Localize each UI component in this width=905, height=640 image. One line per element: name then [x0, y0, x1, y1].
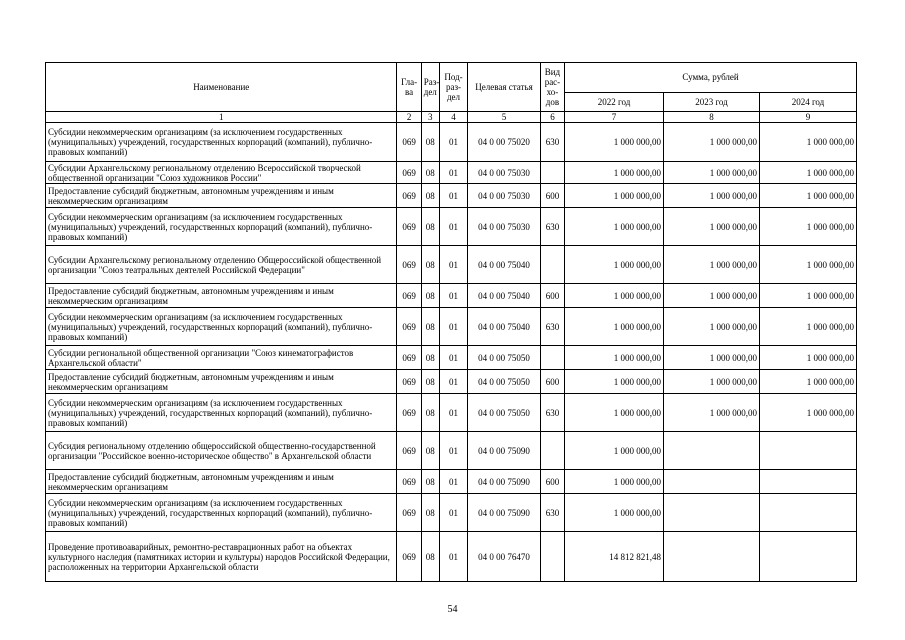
row-sum-2023	[664, 494, 760, 532]
row-podrazdel: 01	[439, 532, 467, 582]
row-name: Субсидии региональной общественной организации "Союз кинематографистов Архангельской области"	[46, 346, 397, 370]
column-number: 8	[664, 112, 760, 123]
row-razdel: 08	[421, 184, 439, 208]
table-row	[46, 184, 857, 208]
column-number: 6	[540, 112, 564, 123]
row-celevaya: 04 0 00 75030	[468, 162, 541, 184]
row-sum-2024: 1 000 000,00	[759, 308, 856, 346]
row-sum-2024	[759, 470, 856, 494]
table-row	[46, 394, 857, 432]
row-sum-2024	[759, 494, 856, 532]
row-sum-2024: 1 000 000,00	[759, 184, 856, 208]
row-vid	[540, 246, 564, 284]
row-name: Субсидии некоммерческим организациям (за исключением государственных (муниципальных) учреждений, государственных корпораций (компаний), публично-правовых компаний)	[46, 308, 397, 346]
row-glava: 069	[397, 346, 421, 370]
row-sum-2023: 1 000 000,00	[664, 394, 760, 432]
column-number: 5	[468, 112, 541, 123]
row-razdel: 08	[421, 346, 439, 370]
row-podrazdel: 01	[439, 370, 467, 394]
row-sum-2022: 1 000 000,00	[565, 308, 664, 346]
row-sum-2023: 1 000 000,00	[664, 208, 760, 246]
header-name: Наименование	[46, 63, 397, 112]
row-name: Субсидии некоммерческим организациям (за исключением государственных (муниципальных) учреждений, государственных корпораций (компаний), публично-правовых компаний)	[46, 394, 397, 432]
row-podrazdel: 01	[439, 470, 467, 494]
row-celevaya: 04 0 00 75050	[468, 346, 541, 370]
row-sum-2022: 1 000 000,00	[565, 346, 664, 370]
row-podrazdel: 01	[439, 184, 467, 208]
header-razdel: Раз-дел	[421, 63, 439, 112]
row-sum-2024: 1 000 000,00	[759, 370, 856, 394]
row-glava: 069	[397, 162, 421, 184]
row-sum-2024: 1 000 000,00	[759, 162, 856, 184]
table-row	[46, 284, 857, 308]
row-celevaya: 04 0 00 75040	[468, 308, 541, 346]
header-celevaya-statya: Целевая статья	[468, 63, 541, 112]
row-name: Субсидии Архангельскому региональному отделению Всероссийской творческой общественной организации "Союз художников России"	[46, 162, 397, 184]
row-sum-2022: 1 000 000,00	[565, 432, 664, 470]
header-year-2024: 2024 год	[759, 92, 856, 111]
row-razdel: 08	[421, 532, 439, 582]
page-number: 54	[447, 604, 458, 615]
row-name: Проведение противоаварийных, ремонтно-реставрационных работ на объектах культурного наследия (памятниках истории и культуры) народов Российской Федерации, расположенных на территории Архангельской области	[46, 532, 397, 582]
table-row	[46, 432, 857, 470]
table-row	[46, 470, 857, 494]
row-vid: 600	[540, 370, 564, 394]
row-vid: 630	[540, 394, 564, 432]
column-number-row	[46, 112, 857, 123]
row-razdel: 08	[421, 246, 439, 284]
row-celevaya: 04 0 00 75090	[468, 470, 541, 494]
row-sum-2024: 1 000 000,00	[759, 346, 856, 370]
row-sum-2022: 1 000 000,00	[565, 370, 664, 394]
row-celevaya: 04 0 00 76470	[468, 532, 541, 582]
row-glava: 069	[397, 370, 421, 394]
row-celevaya: 04 0 00 75050	[468, 394, 541, 432]
row-celevaya: 04 0 00 75020	[468, 123, 541, 162]
row-celevaya: 04 0 00 75030	[468, 184, 541, 208]
row-sum-2024: 1 000 000,00	[759, 394, 856, 432]
table-row	[46, 162, 857, 184]
row-razdel: 08	[421, 432, 439, 470]
row-sum-2022: 1 000 000,00	[565, 208, 664, 246]
row-vid: 630	[540, 494, 564, 532]
row-sum-2023: 1 000 000,00	[664, 123, 760, 162]
row-glava: 069	[397, 432, 421, 470]
column-number: 4	[439, 112, 467, 123]
row-glava: 069	[397, 284, 421, 308]
row-name: Предоставление субсидий бюджетным, автономным учреждениям и иным некоммерческим организациям	[46, 284, 397, 308]
row-name: Предоставление субсидий бюджетным, автономным учреждениям и иным некоммерческим организациям	[46, 184, 397, 208]
row-podrazdel: 01	[439, 246, 467, 284]
row-vid: 600	[540, 184, 564, 208]
header-glava: Гла-ва	[397, 63, 421, 112]
table-row	[46, 246, 857, 284]
row-podrazdel: 01	[439, 208, 467, 246]
row-sum-2022: 1 000 000,00	[565, 123, 664, 162]
row-sum-2022: 1 000 000,00	[565, 246, 664, 284]
row-celevaya: 04 0 00 75090	[468, 432, 541, 470]
table-row	[46, 370, 857, 394]
row-celevaya: 04 0 00 75040	[468, 284, 541, 308]
row-razdel: 08	[421, 470, 439, 494]
column-number: 7	[565, 112, 664, 123]
row-celevaya: 04 0 00 75050	[468, 370, 541, 394]
table-row	[46, 208, 857, 246]
row-name: Субсидии некоммерческим организациям (за исключением государственных (муниципальных) учреждений, государственных корпораций (компаний), публично-правовых компаний)	[46, 208, 397, 246]
row-sum-2023	[664, 532, 760, 582]
row-name: Субсидии некоммерческим организациям (за исключением государственных (муниципальных) учреждений, государственных корпораций (компаний), публично-правовых компаний)	[46, 123, 397, 162]
row-razdel: 08	[421, 370, 439, 394]
row-podrazdel: 01	[439, 494, 467, 532]
header-year-2022: 2022 год	[565, 92, 664, 111]
row-glava: 069	[397, 494, 421, 532]
row-sum-2023: 1 000 000,00	[664, 346, 760, 370]
row-razdel: 08	[421, 208, 439, 246]
row-sum-2022: 1 000 000,00	[565, 470, 664, 494]
header-vid-rashodov: Вид рас-хо-дов	[540, 63, 564, 112]
table-row	[46, 123, 857, 162]
column-number: 2	[397, 112, 421, 123]
row-sum-2024	[759, 432, 856, 470]
row-sum-2024: 1 000 000,00	[759, 246, 856, 284]
row-name: Субсидии некоммерческим организациям (за исключением государственных (муниципальных) учреждений, государственных корпораций (компаний), публично-правовых компаний)	[46, 494, 397, 532]
row-glava: 069	[397, 394, 421, 432]
row-sum-2023: 1 000 000,00	[664, 370, 760, 394]
row-vid: 600	[540, 470, 564, 494]
row-vid: 600	[540, 284, 564, 308]
row-razdel: 08	[421, 394, 439, 432]
row-vid: 630	[540, 123, 564, 162]
row-sum-2023: 1 000 000,00	[664, 162, 760, 184]
row-sum-2022: 14 812 821,48	[565, 532, 664, 582]
row-sum-2022: 1 000 000,00	[565, 394, 664, 432]
row-glava: 069	[397, 246, 421, 284]
row-sum-2022: 1 000 000,00	[565, 284, 664, 308]
table-row	[46, 308, 857, 346]
row-vid	[540, 162, 564, 184]
column-number: 9	[759, 112, 856, 123]
row-sum-2024	[759, 532, 856, 582]
column-number: 3	[421, 112, 439, 123]
row-razdel: 08	[421, 308, 439, 346]
row-sum-2022: 1 000 000,00	[565, 494, 664, 532]
row-name: Субсидия региональному отделению общероссийской общественно-государственной организации "Российское военно-историческое общество" в Архангельской области	[46, 432, 397, 470]
row-podrazdel: 01	[439, 346, 467, 370]
row-podrazdel: 01	[439, 284, 467, 308]
row-podrazdel: 01	[439, 123, 467, 162]
row-glava: 069	[397, 308, 421, 346]
row-sum-2024: 1 000 000,00	[759, 208, 856, 246]
row-podrazdel: 01	[439, 432, 467, 470]
row-vid	[540, 432, 564, 470]
row-sum-2024: 1 000 000,00	[759, 123, 856, 162]
row-sum-2022: 1 000 000,00	[565, 162, 664, 184]
row-glava: 069	[397, 532, 421, 582]
row-sum-2023	[664, 432, 760, 470]
row-sum-2023: 1 000 000,00	[664, 284, 760, 308]
row-razdel: 08	[421, 494, 439, 532]
row-podrazdel: 01	[439, 162, 467, 184]
row-glava: 069	[397, 123, 421, 162]
row-sum-2023: 1 000 000,00	[664, 184, 760, 208]
row-celevaya: 04 0 00 75040	[468, 246, 541, 284]
column-number: 1	[46, 112, 397, 123]
row-name: Субсидии Архангельскому региональному отделению Общероссийской общественной организации "Союз театральных деятелей Российской Федерации"	[46, 246, 397, 284]
table-row	[46, 532, 857, 582]
row-glava: 069	[397, 208, 421, 246]
row-vid	[540, 346, 564, 370]
row-name: Предоставление субсидий бюджетным, автономным учреждениям и иным некоммерческим организациям	[46, 370, 397, 394]
row-vid	[540, 532, 564, 582]
row-podrazdel: 01	[439, 308, 467, 346]
row-razdel: 08	[421, 123, 439, 162]
row-sum-2023	[664, 470, 760, 494]
row-vid: 630	[540, 208, 564, 246]
row-name: Предоставление субсидий бюджетным, автономным учреждениям и иным некоммерческим организациям	[46, 470, 397, 494]
table-row	[46, 494, 857, 532]
row-glava: 069	[397, 470, 421, 494]
row-celevaya: 04 0 00 75030	[468, 208, 541, 246]
row-sum-2023: 1 000 000,00	[664, 246, 760, 284]
row-podrazdel: 01	[439, 394, 467, 432]
row-razdel: 08	[421, 284, 439, 308]
row-celevaya: 04 0 00 75090	[468, 494, 541, 532]
budget-table	[45, 62, 857, 582]
row-sum-2023: 1 000 000,00	[664, 308, 760, 346]
header-podrazdel: Под-раз-дел	[439, 63, 467, 112]
row-sum-2024: 1 000 000,00	[759, 284, 856, 308]
header-year-2023: 2023 год	[664, 92, 760, 111]
header-summa: Сумма, рублей	[565, 63, 857, 93]
row-razdel: 08	[421, 162, 439, 184]
row-glava: 069	[397, 184, 421, 208]
row-vid: 630	[540, 308, 564, 346]
row-sum-2022: 1 000 000,00	[565, 184, 664, 208]
table-row	[46, 346, 857, 370]
